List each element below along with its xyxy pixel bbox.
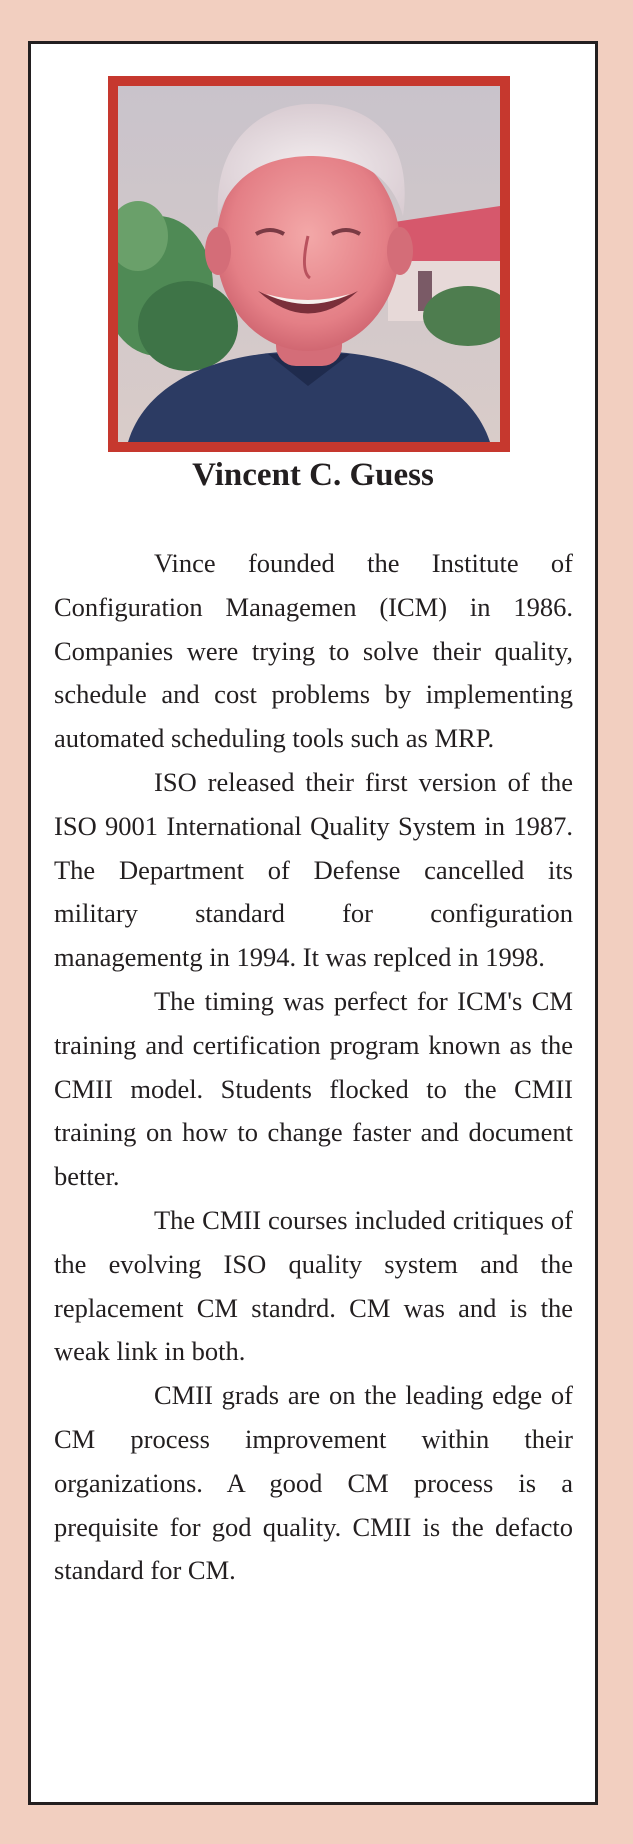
bio-card bbox=[28, 41, 598, 1805]
bio-text bbox=[54, 542, 573, 1593]
bio-paragraph: Vince founded the Institute of Configuration Managemen (ICM) in 1986. Companies were trying to solve their quality, schedule and cost problems by implementing automated scheduling tools such as MRP. bbox=[54, 548, 573, 754]
bio-paragraph: The CMII courses included critiques of the evolving ISO quality system and the replacement CM standrd. CM was and is the weak link in both. bbox=[54, 1204, 573, 1367]
portrait-photo-frame bbox=[108, 76, 510, 452]
portrait-photo bbox=[118, 86, 500, 442]
bio-paragraph: The timing was perfect for ICM's CM training and certification program known as the CMII model. Students flocked to the CMII training on how to change faster and document better. bbox=[54, 985, 573, 1192]
person-name: Vincent C. Guess bbox=[192, 457, 434, 493]
bio-paragraph: CMII grads are on the leading edge of CM process improvement within their organizations. A good CM process is a prequisite for god quality. CMII is the defacto standard for CM. bbox=[54, 1380, 573, 1586]
bio-paragraph: ISO released their first version of the ISO 9001 International Quality System in 1987. The Department of Defense cancelled its military standard for configuration managementg in 1994. It was replced in 1998. bbox=[54, 766, 573, 973]
